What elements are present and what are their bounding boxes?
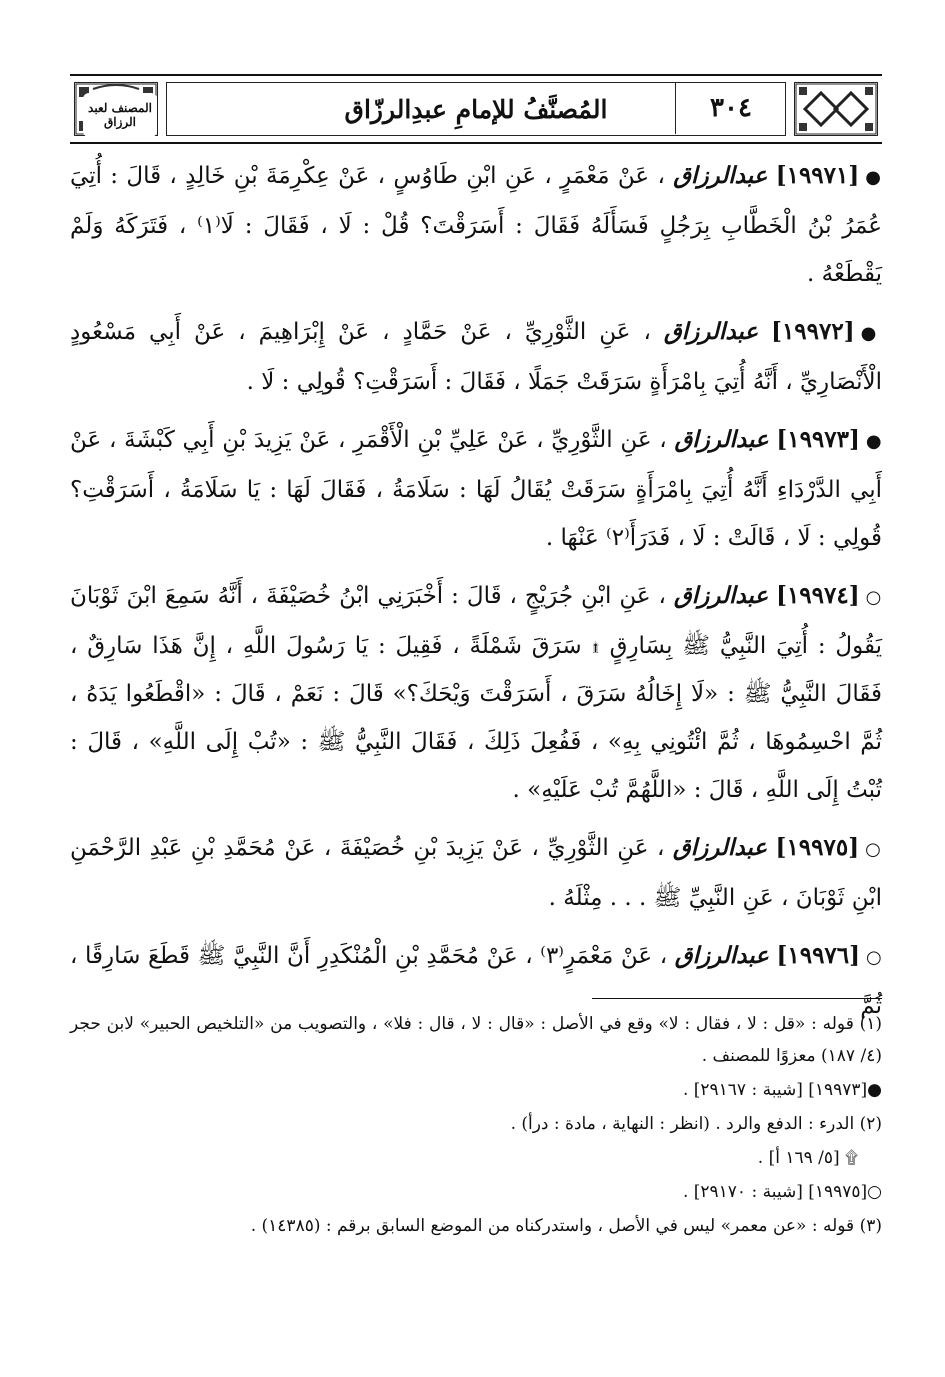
left-ornament <box>74 82 158 136</box>
main-text <box>70 152 882 1040</box>
entry-text: ، عَنْ مَعْمَرٍ ، عَنِ ابْنِ طَاوُسٍ ، عَنْ عِكْرِمَةَ بْنِ خَالِدٍ ، قَالَ : أُتِيَ عُمَرُ بْنُ الْخَطَّابِ بِرَجُلٍ فَسَأَلَهُ فَقَالَ : أَسَرَقْتَ؟ قُلْ : لَا ، فَقَالَ : لَا⁽١⁾ ، فَتَرَكَهُ وَلَمْ يَقْطَعْهُ . <box>70 163 882 287</box>
footnote: (٢) الدرء : الدفع والرد . (انظر : النهاية ، مادة : درأ) . <box>510 1114 882 1134</box>
entry-text: ، عَنِ الثَّوْرِيِّ ، عَنْ عَلِيِّ بْنِ الْأَقْمَرِ ، عَنْ يَزِيدَ بْنِ أَبِي كَبْشَةَ ، عَنْ أَبِي الدَّرْدَاءِ أَنَّهُ أُتِيَ بِامْرَأَةٍ سَرَقَتْ يُقَالُ لَهَا : سَلَامَةُ ، فَقَالَ لَهَا : يَا سَلَامَةُ ، أَسَرَقْتِ؟ قُولِي : لَا ، قَالَتْ : لَا ، فَدَرَأَ⁽٢⁾ عَنْهَا . <box>70 427 882 551</box>
footnotes <box>70 1008 882 1244</box>
entry-text: ، عَنِ الثَّوْرِيِّ ، عَنْ يَزِيدَ بْنِ خُصَيْفَةَ ، عَنْ مُحَمَّدِ بْنِ عَبْدِ الرَّحْمَنِ ابْنِ ثَوْبَانَ ، عَنِ النَّبِيِّ ﷺ . . . مِثْلَهُ . <box>70 835 882 911</box>
hadith-entry <box>70 308 882 406</box>
entry-marker: ● <box>865 167 882 188</box>
entry-marker: ○ <box>865 839 882 860</box>
entry-author: عبدالرزاق <box>663 318 759 345</box>
page-number: ٣٠٤ <box>675 82 786 134</box>
entry-number: [١٩٩٧٥] <box>775 834 860 861</box>
entry-author: عبدالرزاق <box>674 942 769 969</box>
footnote: (٣) قوله : «عن معمر» ليس في الأصل ، واستدركناه من الموضع السابق برقم : (١٤٣٨٥) . <box>250 1216 882 1236</box>
footnote: (١) قوله : «قل : لا ، فقال : لا» وقع في الأصل : «قال : لا ، قال : فلا» ، والتصويب من «التلخيص الحبير» لابن حجر (٤/ ١٨٧) معزوًا للمصنف . <box>70 1014 882 1066</box>
book-title: المُصنَّفُ للإمامِ عبدِالرزّاق <box>344 94 608 124</box>
hadith-entry <box>70 416 882 562</box>
entry-number: [١٩٩٧٤] <box>776 582 860 609</box>
entry-text: ، عَنِ ابْنِ جُرَيْجٍ ، قَالَ : أَخْبَرَنِي ابْنُ خُصَيْفَةَ ، أَنَّهُ سَمِعَ ابْنَ ثَوْبَانَ يَقُولُ : أُتِيَ النَّبِيُّ ﷺ بِسَارِقٍ ۩ سَرَقَ شَمْلَةً ، فَقِيلَ : يَا رَسُولَ اللَّهِ ، إِنَّ هَذَا سَارِقٌ ، فَقَالَ النَّبِيُّ ﷺ : «لَا إِخَالُهُ سَرَقَ ، أَسَرَقْتَ وَيْحَكَ؟» قَالَ : نَعَمْ ، قَالَ : «اقْطَعُوا يَدَهُ ، ثُمَّ احْسِمُوهَا ، ثُمَّ ائْتُونِي بِهِ» ، فَفُعِلَ ذَلِكَ ، فَقَالَ النَّبِيُّ ﷺ : «تُبْ إِلَى اللَّهِ» ، قَالَ : تُبْتُ إِلَى اللَّهِ ، قَالَ : «اللَّهُمَّ تُبْ عَلَيْهِ» . <box>70 583 883 803</box>
entry-text: ، عَنِ الثَّوْرِيِّ ، عَنْ حَمَّادٍ ، عَنْ إِبْرَاهِيمَ ، عَنْ أَبِي مَسْعُودٍ الْأَنْصَارِيِّ ، أَنَّهُ أُتِيَ بِامْرَأَةٍ سَرَقَتْ جَمَلًا ، فَقَالَ : أَسَرَقْتِ؟ قُولِي : لَا . <box>70 319 882 395</box>
footnote-separator <box>592 998 882 999</box>
logo: المصنف لعبد الرزاق <box>83 93 157 137</box>
hadith-entry <box>70 824 882 922</box>
entry-author: عبدالرزاق <box>674 426 769 453</box>
footnote: ●[١٩٩٧٣] [شيبة : ٢٩١٦٧] . <box>682 1080 882 1100</box>
page-header <box>70 74 882 144</box>
hadith-entry <box>70 152 882 298</box>
entry-author: عبدالرزاق <box>672 834 768 861</box>
entry-marker: ○ <box>865 587 882 608</box>
footnote: ○[١٩٩٧٥] [شيبة : ٢٩١٧٠] . <box>682 1182 882 1202</box>
entry-marker: ○ <box>866 947 882 968</box>
entry-number: [١٩٩٧١] <box>775 162 860 189</box>
entry-number: [١٩٩٧٦] <box>776 942 861 969</box>
entry-marker: ● <box>860 323 883 344</box>
right-ornament <box>794 82 878 136</box>
hadith-entry <box>70 572 882 814</box>
page <box>70 60 882 1340</box>
entry-number: [١٩٩٧٢] <box>771 318 855 345</box>
footnote: ۩ [٥/ ١٦٩ أ] . <box>757 1148 858 1168</box>
entry-author: عبدالرزاق <box>673 582 769 609</box>
entry-text: ، عَنْ مَعْمَرٍ⁽٣⁾ ، عَنْ مُحَمَّدِ بْنِ الْمُنْكَدِرِ أَنَّ النَّبِيَّ ﷺ قَطَعَ سَارِقًا ، ثُمَّ <box>70 943 882 1019</box>
entry-number: [١٩٩٧٣] <box>776 426 860 453</box>
entry-author: عبدالرزاق <box>673 162 768 189</box>
entry-marker: ● <box>865 431 882 452</box>
